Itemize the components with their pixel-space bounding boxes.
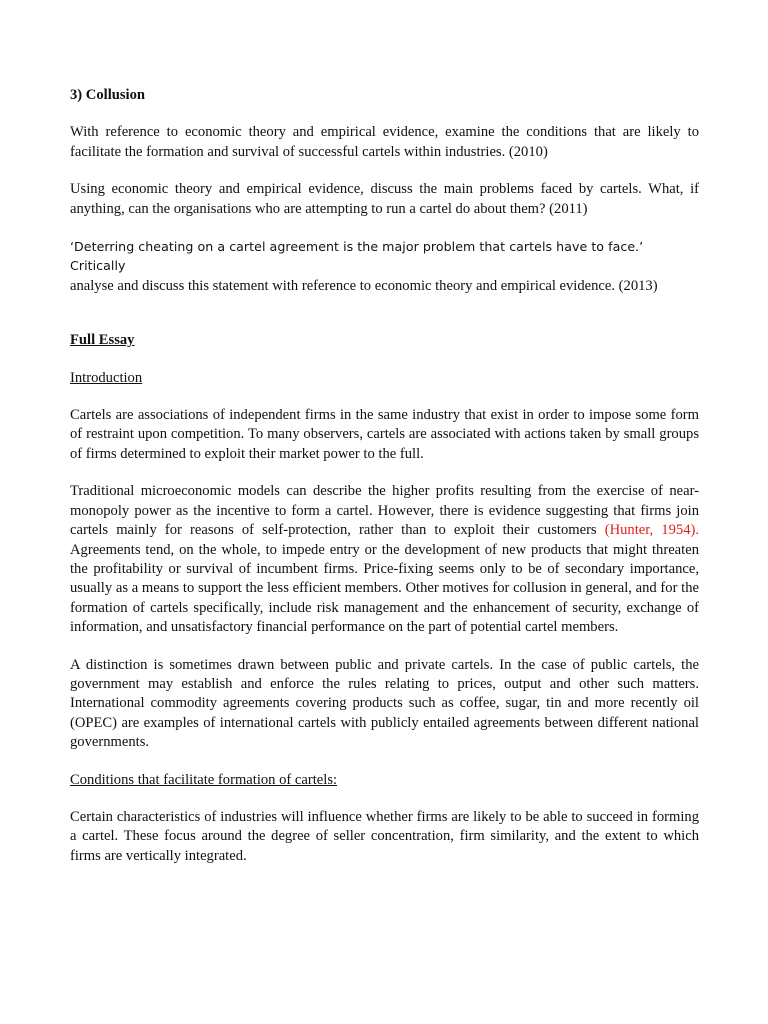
intro-paragraph-2-part1: Traditional microeconomic models can describe the higher profits resulting from the exercise of near-monopoly power as the incentive to form a cartel. However, there is evidence suggesting that firms join cartels mainly for reasons of self-protection, rather than to exploit their customers: [70, 483, 699, 539]
exam-question-2011: Using economic theory and empirical evidence, discuss the main problems faced by cartels. What, if anything, can the organisations who are attempting to run a cartel do about them? (2011): [70, 181, 699, 217]
exam-question-2013-quote: ‘Deterring cheating on a cartel agreement is the major problem that cartels have to face.’ Critically: [70, 239, 644, 274]
exam-question-2013-rest: analyse and discuss this statement with reference to economic theory and empirical evidence. (2013): [70, 277, 658, 294]
intro-paragraph-2-part2: Agreements tend, on the whole, to impede entry or the development of new products that might threaten the profitability or survival of incumbent firms. Price-fixing seems only to be of secondary importance, usually as a means to support the less efficient members. Other motives for collusion in general, and for the formation of cartels specifically, include risk management and the enhancement of security, exchange of information, and unsatisfactory financial performance on the part of potential cartel members.: [70, 541, 699, 636]
full-essay-title: Full Essay: [70, 332, 135, 349]
conditions-paragraph-1: Certain characteristics of industries will influence whether firms are likely to be able to succeed in forming a cartel. These focus around the degree of seller concentration, firm similarity, and the extent to which firms are vertically integrated.: [70, 808, 699, 864]
document-page: [70, 86, 699, 866]
introduction-title: Introduction: [70, 369, 143, 386]
exam-question-2010: With reference to economic theory and empirical evidence, examine the conditions that are likely to facilitate the formation and survival of successful cartels within industries. (2010): [70, 124, 699, 160]
intro-paragraph-1: Cartels are associations of independent firms in the same industry that exist in order to impose some form of restraint upon competition. To many observers, cartels are associated with actions taken by small groups of firms determined to exploit their market power to the full.: [70, 407, 699, 462]
intro-paragraph-3: A distinction is sometimes drawn between public and private cartels. In the case of public cartels, the government may establish and enforce the rules relating to prices, output and other such matters. International commodity agreements covering products such as coffee, sugar, tin and more recently oil (OPEC) are examples of international cartels with publicly entailed agreements between different national governments.: [70, 656, 699, 751]
intro-paragraph-2: [70, 482, 699, 637]
section-heading: 3) Collusion: [70, 87, 146, 103]
conditions-title: Conditions that facilitate formation of cartels:: [70, 771, 338, 788]
exam-question-2013: [70, 237, 699, 296]
citation-hunter-1954: (Hunter, 1954).: [604, 522, 700, 539]
